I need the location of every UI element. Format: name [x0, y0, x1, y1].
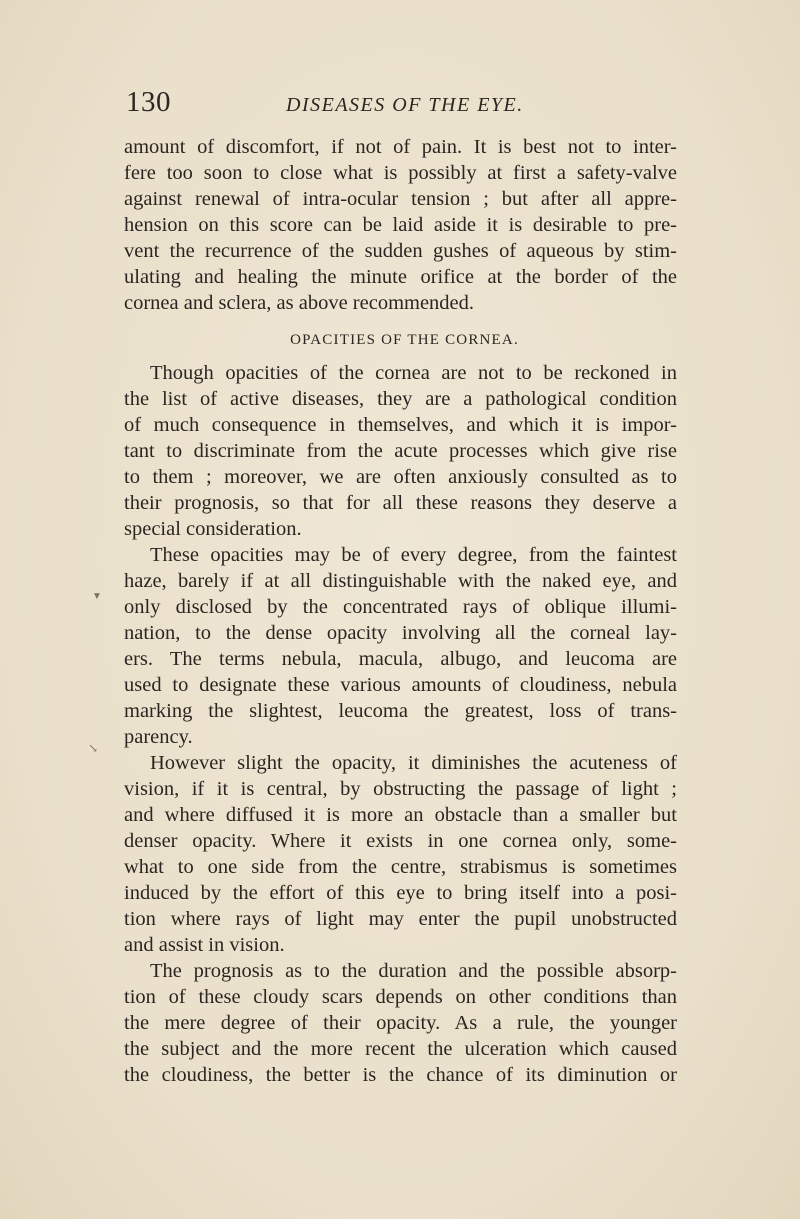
text-line: induced by the effort of this eye to bring itself into a posi- — [124, 882, 677, 904]
text-line: These opacities may be of every degree, from the faintest — [150, 544, 677, 566]
text-line: ulating and healing the minute orifice at the border of the — [124, 266, 677, 288]
text-line: tant to discriminate from the acute processes which give rise — [124, 440, 677, 462]
text-line: the cloudiness, the better is the chance of its diminution or — [124, 1064, 677, 1086]
text-line: marking the slightest, leucoma the greatest, loss of trans- — [124, 700, 677, 722]
text-line: only disclosed by the concentrated rays of oblique illumi- — [124, 596, 677, 618]
text-line: The prognosis as to the duration and the possible absorp- — [150, 960, 677, 982]
text-line: cornea and sclera, as above recommended. — [124, 292, 475, 314]
text-line: hension on this score can be laid aside it is desirable to pre- — [124, 214, 677, 236]
text-line: ers. The terms nebula, macula, albugo, and leucoma are — [124, 648, 677, 670]
text-line: the mere degree of their opacity. As a rule, the younger — [124, 1012, 677, 1034]
text-line: haze, barely if at all distinguishable with the naked eye, and — [124, 570, 677, 592]
text-line: nation, to the dense opacity involving all the corneal lay- — [124, 622, 677, 644]
margin-mark-tick-icon: ↘ — [88, 741, 99, 755]
text-line: vent the recurrence of the sudden gushes of aqueous by stim- — [124, 240, 677, 262]
text-line: of much consequence in themselves, and which it is impor- — [124, 414, 677, 436]
text-line: the subject and the more recent the ulceration which caused — [124, 1038, 677, 1060]
text-line: tion of these cloudy scars depends on other conditions than — [124, 986, 677, 1008]
text-line: used to designate these various amounts of cloudiness, nebula — [124, 674, 677, 696]
text-line: special consideration. — [124, 518, 302, 540]
text-line: their prognosis, so that for all these reasons they deserve a — [124, 492, 677, 514]
text-line: amount of discomfort, if not of pain. It is best not to inter- — [124, 136, 677, 158]
margin-mark-arrow-icon: ▼ — [92, 591, 102, 602]
text-line: However slight the opacity, it diminishes the acuteness of — [150, 752, 677, 774]
page-number: 130 — [126, 86, 171, 118]
text-line: and assist in vision. — [124, 934, 285, 956]
text-line: tion where rays of light may enter the pupil unobstructed — [124, 908, 677, 930]
text-line: to them ; moreover, we are often anxiously consulted as to — [124, 466, 677, 488]
text-line: what to one side from the centre, strabismus is sometimes — [124, 856, 677, 878]
text-line: and where diffused it is more an obstacle than a smaller but — [124, 804, 677, 826]
text-line: parency. — [124, 726, 193, 748]
text-line: vision, if it is central, by obstructing the passage of light ; — [124, 778, 677, 800]
text-line: against renewal of intra-ocular tension ; but after all appre- — [124, 188, 677, 210]
page-header — [0, 86, 800, 126]
section-title: OPACITIES OF THE CORNEA. — [290, 332, 519, 348]
text-line: denser opacity. Where it exists in one cornea only, some- — [124, 830, 677, 852]
text-line: the list of active diseases, they are a pathological condition — [124, 388, 677, 410]
running-head: DISEASES OF THE EYE. — [286, 94, 524, 116]
text-line: Though opacities of the cornea are not to be reckoned in — [150, 362, 677, 384]
text-line: fere too soon to close what is possibly at first a safety-valve — [124, 162, 677, 184]
body-text — [124, 134, 677, 1088]
